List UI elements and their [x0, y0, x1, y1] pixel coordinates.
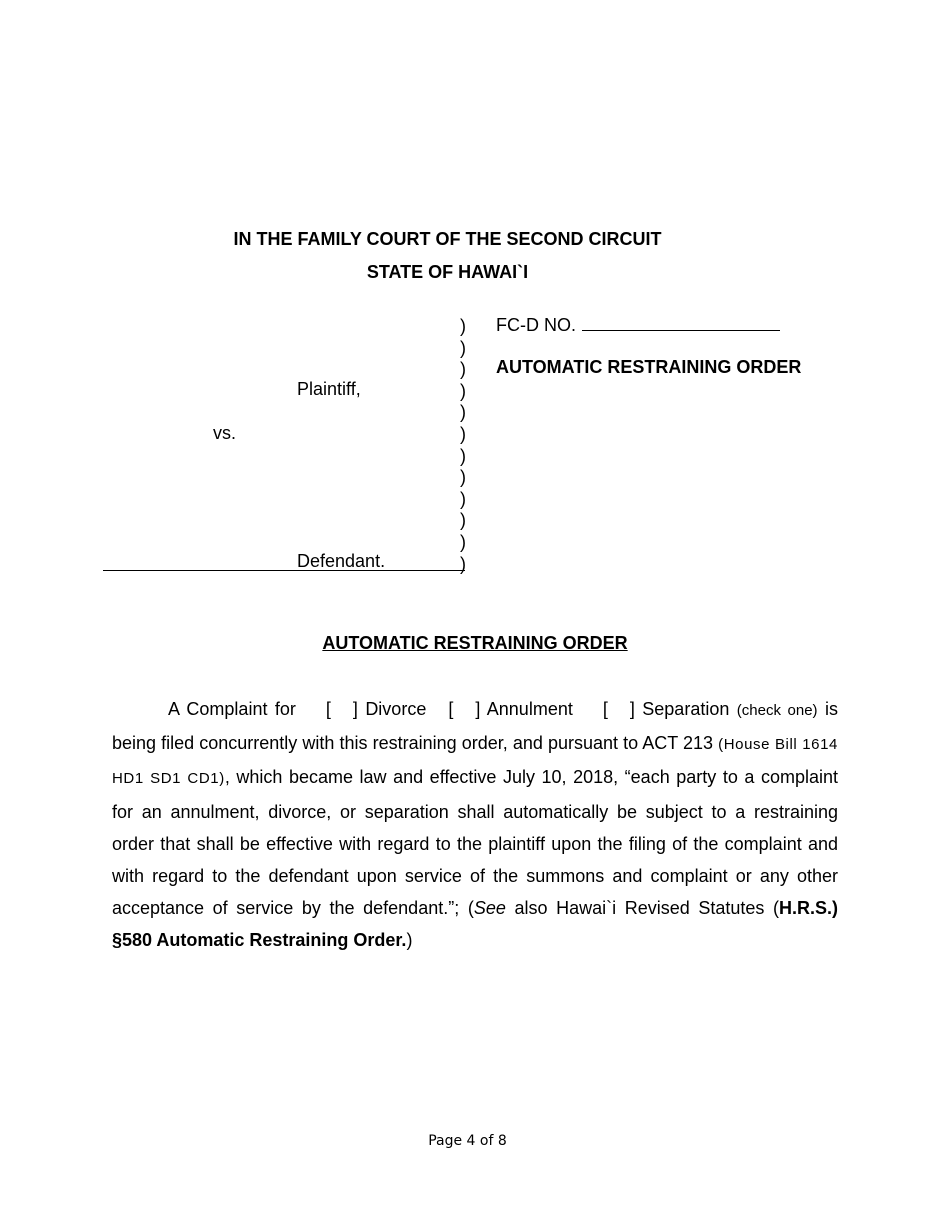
annulment-checkbox[interactable]: [ ] — [448, 699, 481, 719]
versus-label: vs. — [213, 423, 237, 443]
divorce-checkbox[interactable]: [ ] — [325, 699, 358, 719]
body-text: is being filed concurrently with this restraining order, and pursuant to ACT 213 — [112, 699, 838, 754]
check-one-note: (check one) — [736, 702, 818, 719]
caption-paren: ) — [460, 380, 466, 401]
body-text: , which became law and effective July 10, 2018, “each party to a complaint for an annulment, divorce, or separation shall automatically be subject to a restraining order that shall be effective with regard to the plaintiff upon the filing of the complaint and with regard to the defendant upon service of the summons and complaint or any other acceptance of service by the defendant.”; ( — [112, 767, 838, 919]
case-number-label: FC-D NO. — [496, 315, 576, 335]
plaintiff-label: Plaintiff, — [297, 379, 361, 399]
caption-paren: ) — [460, 488, 466, 509]
caption-paren-column — [460, 316, 474, 575]
annulment-option-label: Annulment — [486, 699, 573, 719]
caption-paren: ) — [460, 337, 466, 358]
divorce-option-label: Divorce — [365, 699, 427, 719]
court-name: IN THE FAMILY COURT OF THE SECOND CIRCUIT — [233, 229, 662, 249]
see-signal: See — [473, 898, 506, 919]
caption-title: AUTOMATIC RESTRAINING ORDER — [496, 357, 802, 377]
defendant-label: Defendant. — [297, 551, 386, 571]
caption-paren: ) — [460, 316, 466, 336]
caption-paren: ) — [460, 467, 466, 488]
caption-paren: ) — [460, 531, 466, 552]
caption-paren: ) — [460, 445, 466, 466]
order-body-paragraph — [112, 693, 838, 957]
closing-paren: ) — [406, 930, 413, 951]
separation-checkbox[interactable]: [ ] — [602, 699, 635, 719]
complaint-intro: A Complaint for — [168, 699, 296, 719]
body-text: also Hawai`i Revised Statutes ( — [514, 898, 779, 919]
case-number-blank[interactable] — [582, 314, 780, 331]
separation-option-label: Separation — [642, 699, 730, 719]
caption-paren: ) — [460, 510, 466, 531]
state-name: STATE OF HAWAI`I — [366, 262, 529, 282]
caption-paren: ) — [460, 359, 466, 380]
caption-signature-line — [103, 570, 465, 571]
case-number-field — [496, 314, 780, 336]
order-heading: AUTOMATIC RESTRAINING ORDER — [322, 633, 628, 653]
caption-paren: ) — [460, 402, 466, 423]
bill-reference: (House Bill 1614 HD1 SD1 CD1) — [112, 736, 838, 788]
page-number: Page 4 of 8 — [428, 1133, 507, 1149]
caption-paren: ) — [460, 423, 466, 444]
statute-reference: H.R.S.) §580 Automatic Restraining Order. — [112, 898, 838, 951]
caption-paren: ) — [460, 553, 466, 574]
